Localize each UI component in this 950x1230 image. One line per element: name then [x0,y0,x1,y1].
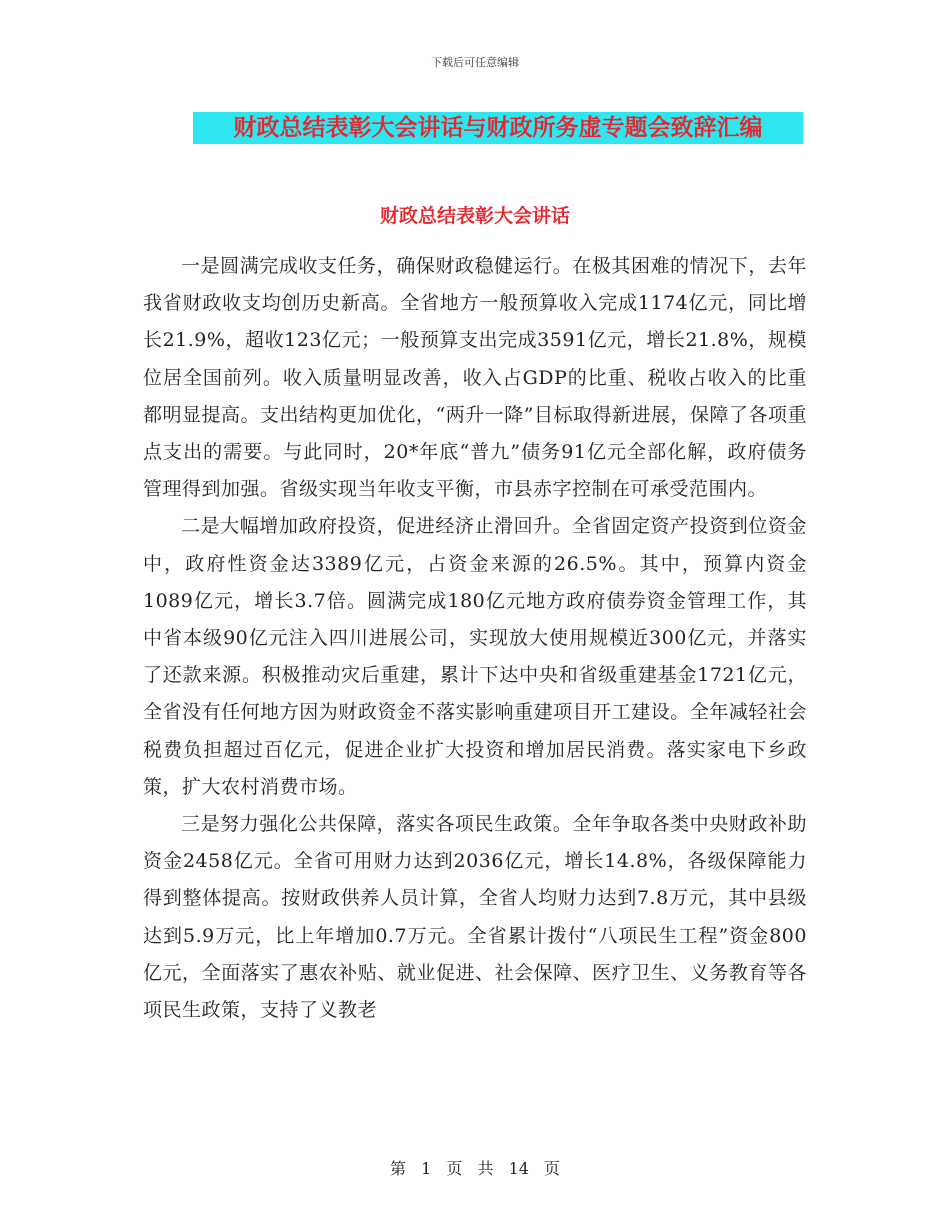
footer-page-label: 页 [446,1159,463,1178]
paragraph: 一是圆满完成收支任务，确保财政稳健运行。在极其困难的情况下，去年我省财政收支均创历史新高。全省地方一般预算收入完成1174亿元，同比增长21.9%，超收123亿元；一般预算支出完成3591亿元，增长21.8%，规模位居全国前列。收入质量明显改善，收入占GDP的比重、税收占收入的比重都明显提高。支出结构更加优化，“两升一降”目标取得新进展，保障了各项重点支出的需要。与此同时，20*年底“普九”债务91亿元全部化解，政府债务管理得到加强。省级实现当年收支平衡，市县赤字控制在可承受范围内。 [143,255,807,501]
footer-prefix: 第 [389,1159,406,1178]
paragraph: 三是努力强化公共保障，落实各项民生政策。全年争取各类中央财政补助资金2458亿元。全省可用财力达到2036亿元，增长14.8%，各级保障能力得到整体提高。按财政供养人员计算，全省人均财力达到7.8万元，其中县级达到5.9万元，比上年增加0.7万元。全省累计拨付“八项民生工程”资金800亿元，全面落实了惠农补贴、就业促进、社会保障、医疗卫生、义务教育等各项民生政策，支持了义教老 [143,813,807,1022]
section-title: 财政总结表彰大会讲话 [379,205,570,227]
body-text [143,248,807,1029]
page-footer [0,1156,950,1179]
footer-total-label: 共 [477,1159,494,1178]
footer-suffix: 页 [544,1159,561,1178]
footer-total-pages: 14 [508,1159,529,1178]
document-title: 财政总结表彰大会讲话与财政所务虚专题会致辞汇编 [233,115,763,141]
footer-page-number: 1 [421,1159,432,1178]
paragraph: 二是大幅增加政府投资，促进经济止滑回升。全省固定资产投资到位资金中，政府性资金达3389亿元，占资金来源的26.5%。其中，预算内资金1089亿元，增长3.7倍。圆满完成180亿元地方政府债券资金管理工作，其中省本级90亿元注入四川进展公司，实现放大使用规模近300亿元，并落实了还款来源。积极推动灾后重建，累计下达中央和省级重建基金1721亿元，全省没有任何地方因为财政资金不落实影响重建项目开工建设。全年减轻社会税费负担超过百亿元，促进企业扩大投资和增加居民消费。落实家电下乡政策，扩大农村消费市场。 [143,515,807,798]
page-header-note: 下载后可任意编辑 [431,56,519,69]
